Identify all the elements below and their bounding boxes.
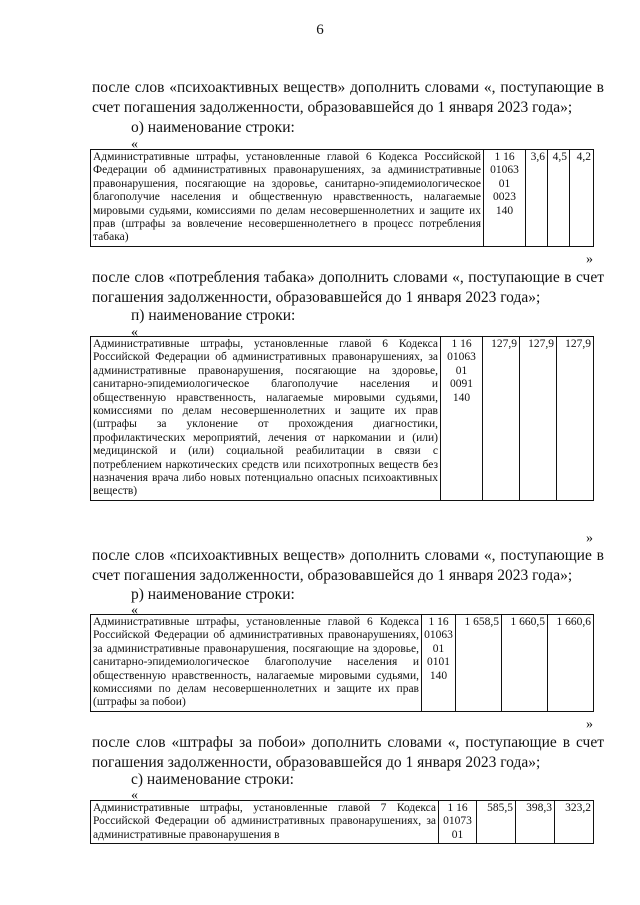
close-quote: » [586, 252, 593, 267]
budget-code: 1 16 01063 01 0101 140 [422, 615, 456, 712]
row-description: Административные штрафы, установленные главой 7 Кодекса Российской Федерации об административных правонарушениях, за административные правонарушения в [91, 801, 439, 844]
open-quote: « [131, 603, 138, 618]
amendment-paragraph-s: после слов «штрафы за побои» дополнить словами «, поступающие в счет погашения задолженности, образовавшейся до 1 января 2023 года»; [92, 734, 604, 771]
budget-code: 1 16 01063 01 0091 140 [441, 337, 483, 501]
table-row [91, 337, 594, 501]
value-year-3: 4,2 [570, 150, 594, 247]
open-quote: « [131, 137, 138, 152]
budget-row-table-r [90, 614, 594, 712]
close-quote: » [586, 717, 593, 732]
value-year-2: 1 660,5 [502, 615, 548, 712]
budget-code: 1 16 01063 01 0023 140 [484, 150, 526, 247]
close-quote: » [586, 531, 593, 546]
budget-row-table-o [90, 149, 594, 247]
open-quote: « [131, 788, 138, 803]
row-description: Административные штрафы, установленные главой 6 Кодекса Российской Федерации об административных правонарушениях, за административные правонарушения, посягающие на здоровье, санитарно-эпидемиологическое благополучие населения и общественную нравственность, налагаемые мировыми судьями, комиссиями по делам несовершеннолетних и защите их прав (штрафы за уклонение от прохождения диагностики, профилактических мероприятий, лечения от наркомании и (или) медицинской и (или) социальной реабилитации в связи с потреблением наркотических средств или психотропных веществ без назначения врача либо новых потенциально опасных психоактивных веществ) [91, 337, 441, 501]
value-year-1: 585,5 [477, 801, 516, 844]
budget-code: 1 16 01073 01 [439, 801, 477, 844]
row-description: Административные штрафы, установленные главой 6 Кодекса Российской Федерации об административных правонарушениях, за административные правонарушения, посягающие на здоровье, санитарно-эпидемиологическое благополучие населения и общественную нравственность, налагаемые мировыми судьями, комиссиями по делам несовершеннолетних и защите их прав (штрафы за побои) [91, 615, 422, 712]
table-row [91, 615, 594, 712]
value-year-2: 127,9 [520, 337, 557, 501]
item-heading-r: р) наименование строки: [131, 586, 295, 603]
table-row [91, 150, 594, 247]
page-number: 6 [316, 22, 324, 38]
budget-row-table-p [90, 336, 594, 501]
value-year-1: 3,6 [526, 150, 548, 247]
value-year-3: 1 660,6 [548, 615, 594, 712]
value-year-1: 127,9 [483, 337, 520, 501]
value-year-3: 323,2 [555, 801, 594, 844]
value-year-3: 127,9 [557, 337, 594, 501]
item-heading-s: с) наименование строки: [131, 771, 294, 788]
item-heading-o: о) наименование строки: [131, 119, 295, 136]
value-year-2: 398,3 [516, 801, 555, 844]
item-heading-p: п) наименование строки: [131, 307, 296, 324]
row-description: Административные штрафы, установленные главой 6 Кодекса Российской Федерации об административных правонарушениях, за административные правонарушения, посягающие на здоровье, санитарно-эпидемиологическое благополучие населения и общественную нравственность, налагаемые мировыми судьями, комиссиями по делам несовершеннолетних и защите их прав (штрафы за вовлечение несовершеннолетнего в процесс потребления табака) [91, 150, 484, 247]
value-year-1: 1 658,5 [456, 615, 502, 712]
budget-row-table-s [90, 800, 594, 844]
amendment-paragraph-r: после слов «психоактивных веществ» дополнить словами «, поступающие в счет погашения задолженности, образовавшейся до 1 января 2023 года»; [92, 547, 604, 584]
amendment-paragraph-p: после слов «потребления табака» дополнить словами «, поступающие в счет погашения задолженности, образовавшейся до 1 января 2023 года»; [92, 269, 604, 306]
table-row [91, 801, 594, 844]
value-year-2: 4,5 [548, 150, 570, 247]
open-quote: « [131, 325, 138, 340]
amendment-paragraph-o: после слов «психоактивных веществ» дополнить словами «, поступающие в счет погашения задолженности, образовавшейся до 1 января 2023 года»; [92, 79, 604, 116]
